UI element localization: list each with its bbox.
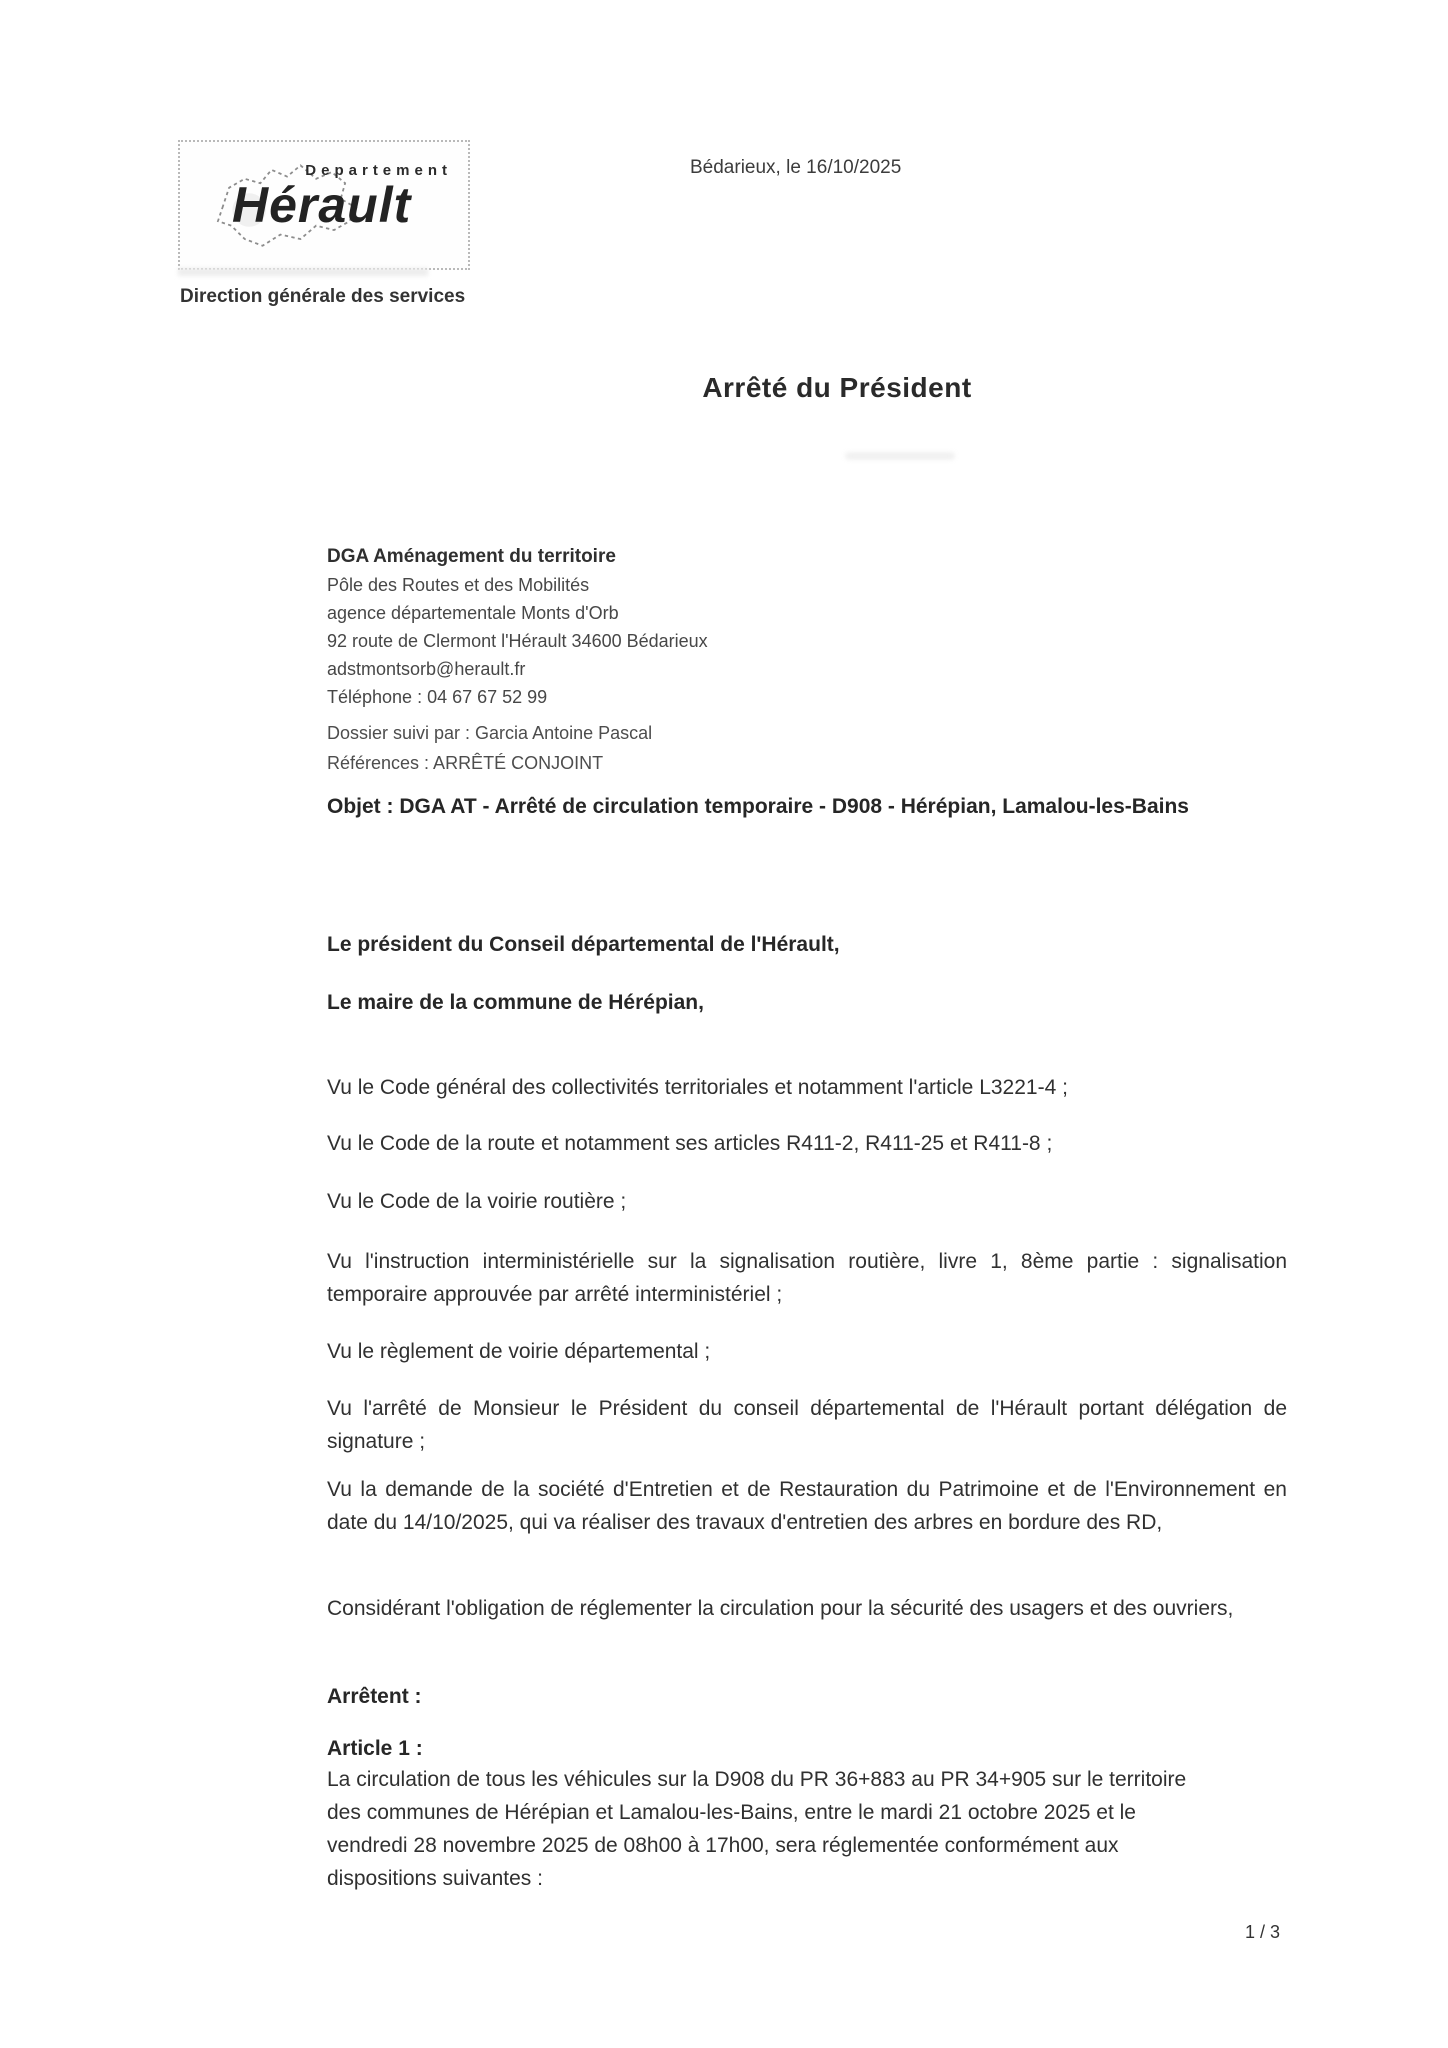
vu-paragraph: Vu le Code général des collectivités territoriales et notamment l'article L3221-4 ; [327,1076,1068,1099]
logo-herault-word: Hérault [232,177,412,233]
vu-paragraph: Vu l'instruction interministérielle sur la signalisation routière, livre 1, 8ème partie : signalisation temporaire approuvée par arrêté interministériel ; [327,1250,1287,1306]
dossier-suivi-line: Dossier suivi par : Garcia Antoine Pascal [327,723,653,743]
vu-paragraph: Vu le Code de la voirie routière ; [327,1190,627,1213]
vu-paragraph: Vu la demande de la société d'Entretien et de Restauration du Patrimoine et de l'Environnement en date du 14/10/2025, qui va réaliser des travaux d'entretien des arbres en bordure des RD, [327,1478,1287,1534]
page-number: 1 / 3 [1245,1922,1281,1942]
arretent-heading: Arrêtent : [327,1685,422,1708]
logo-department-word: Departement [305,162,452,179]
scan-artifact [178,268,428,276]
sender-division: DGA Aménagement du territoire [327,546,616,567]
signataire-maire: Le maire de la commune de Hérépian, [327,991,704,1014]
vu-paragraph: Vu l'arrêté de Monsieur le Président du conseil départemental de l'Hérault portant délégation de signature ; [327,1397,1287,1453]
place-date-line: Bédarieux, le 16/10/2025 [690,157,902,178]
signataire-president: Le président du Conseil départemental de l'Hérault, [327,933,840,956]
sender-street-address: 92 route de Clermont l'Hérault 34600 Bédarieux [327,631,708,651]
sender-email: adstmontsorb@herault.fr [327,659,526,679]
department-herault-logo [178,140,470,270]
article-1-heading: Article 1 : [327,1737,423,1760]
page-title: Arrêté du Président [702,372,972,403]
vu-paragraph: Vu le règlement de voirie départemental ; [327,1340,711,1363]
article-1-body: La circulation de tous les véhicules sur la D908 du PR 36+883 au PR 34+905 sur le territoire des communes de Hérépian et Lamalou-les-Bains, entre le mardi 21 octobre 2025 et le vendredi 28 novembre 2025 de 08h00 à 17h00, sera réglementée conformément aux dispositions suivantes : [327,1768,1187,1890]
sender-phone: Téléphone : 04 67 67 52 99 [327,687,548,707]
references-line: Références : ARRÊTÉ CONJOINT [327,753,604,773]
scan-artifact [845,452,955,460]
sender-address-block [327,543,708,711]
dossier-references-block [327,718,652,778]
direction-generale-line: Direction générale des services [180,286,466,307]
objet-line: Objet : DGA AT - Arrêté de circulation temporaire - D908 - Hérépian, Lamalou-les-Bains [327,795,1189,818]
considerant-paragraph: Considérant l'obligation de réglementer la circulation pour la sécurité des usagers et des ouvriers, [327,1597,1234,1620]
sender-agency: agence départementale Monts d'Orb [327,603,619,623]
sender-unit: Pôle des Routes et des Mobilités [327,575,590,595]
vu-paragraph: Vu le Code de la route et notamment ses articles R411-2, R411-25 et R411-8 ; [327,1132,1053,1155]
